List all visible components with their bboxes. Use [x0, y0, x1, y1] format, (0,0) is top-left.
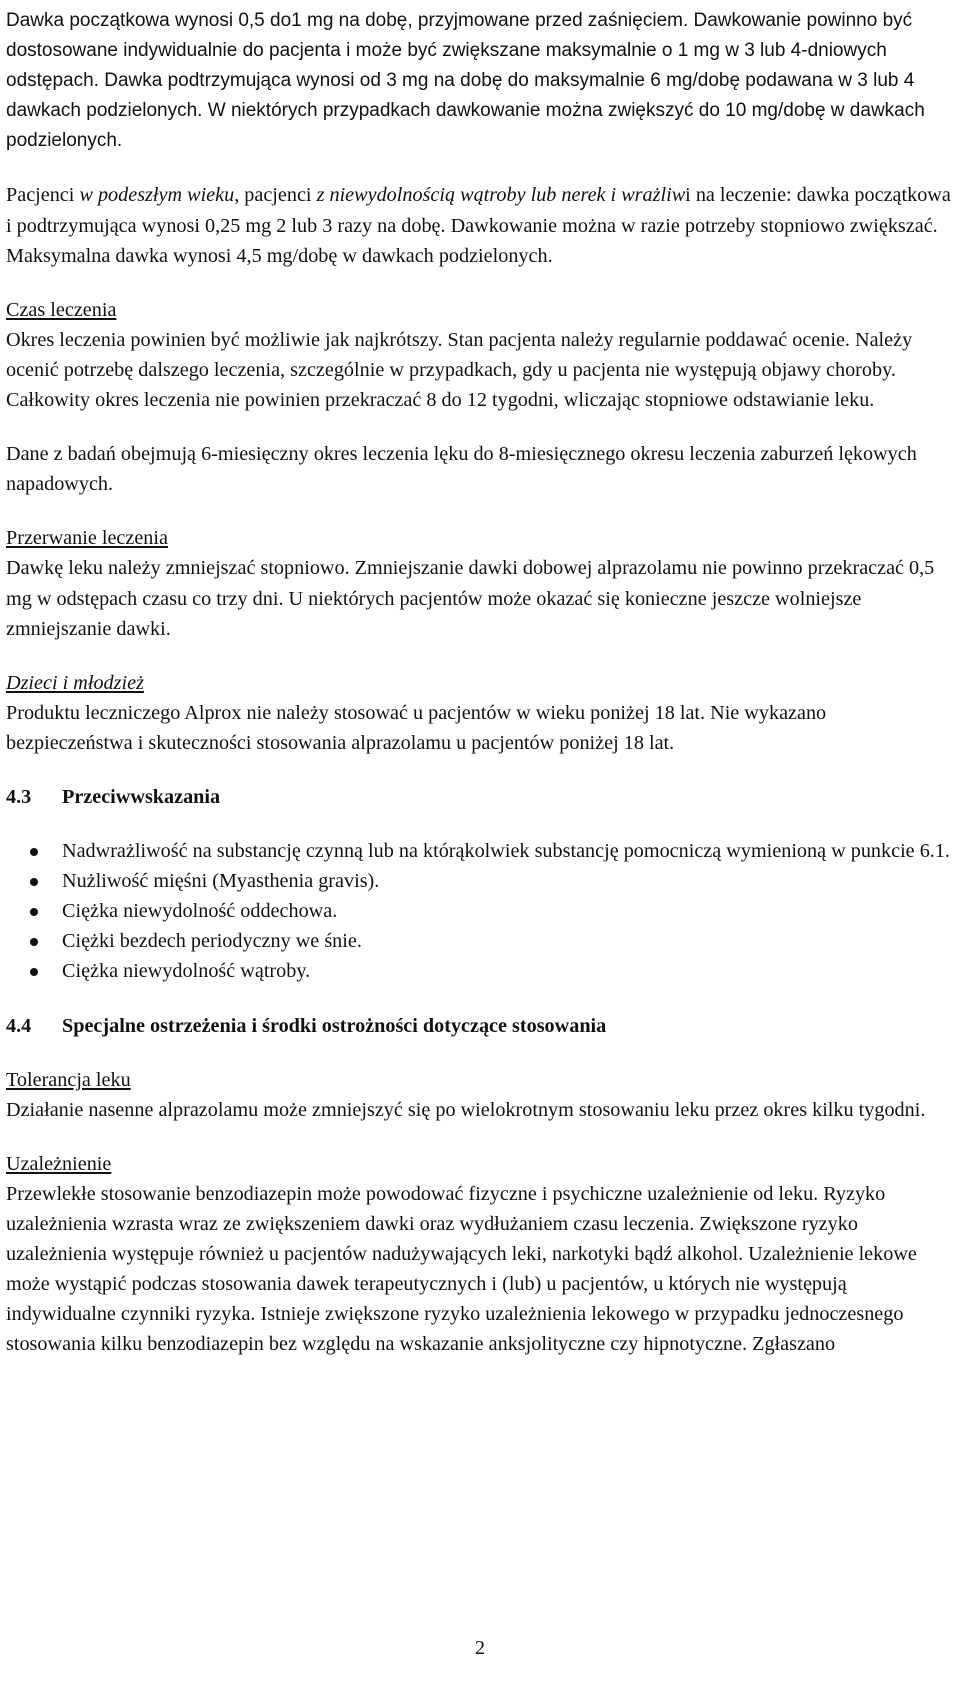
elderly-italic-1: w podeszłym wieku [79, 184, 235, 207]
section-4-3-number: 4.3 [6, 785, 32, 808]
list-item: Nadwrażliwość na substancję czynną lub na którąkolwiek substancję pomocniczą wymienioną w punkcie 6.1. [6, 836, 954, 866]
dependence-heading: Uzależnienie [6, 1152, 112, 1175]
tolerance-paragraph: Działanie nasenne alprazolamu może zmniejszyć się po wielokrotnym stosowaniu leku przez okres kilku tygodni. [6, 1098, 926, 1121]
duration-heading: Czas leczenia [6, 298, 117, 321]
section-4-3-heading [6, 782, 954, 812]
bullet-icon [30, 908, 38, 916]
elderly-text-1: Pacjenci [6, 184, 80, 207]
section-4-4-heading [6, 1011, 954, 1041]
tolerance-heading: Tolerancja leku [6, 1068, 131, 1091]
document-page [6, 6, 954, 1359]
children-paragraph: Produktu leczniczego Alprox nie należy stosować u pacjentów w wieku poniżej 18 lat. Nie wykazano bezpieczeństwa i skuteczności stosowania alprazolamu u pacjentów poniżej 18 lat. [6, 701, 827, 754]
section-4-3-title: Przeciwwskazania [62, 785, 221, 808]
discontinuation-heading: Przerwanie leczenia [6, 527, 168, 550]
section-4-4-title: Specjalne ostrzeżenia i środki ostrożności dotyczące stosowania [62, 1014, 607, 1037]
study-data-paragraph: Dane z badań obejmują 6-miesięczny okres leczenia lęku do 8-miesięcznego okresu leczenia zaburzeń lękowych napadowych. [6, 443, 917, 496]
bullet-icon [30, 848, 38, 856]
list-item: Nużliwość mięśni (Myasthenia gravis). [6, 866, 954, 896]
page-number: 2 [475, 1637, 485, 1659]
elderly-italic-2: z niewydolnością wątroby lub nerek i wrażliw [316, 184, 686, 207]
duration-paragraph: Okres leczenia powinien być możliwie jak najkrótszy. Stan pacjenta należy regularnie poddawać ocenie. Należy ocenić potrzebę dalszego leczenia, szczególnie w przypadkach, gdy u pacjenta nie występują objawy choroby. Całkowity okres leczenia nie powinien przekraczać 8 do 12 tygodni, wliczając stopniowe odstawianie leku. [6, 328, 913, 412]
bullet-icon [30, 968, 38, 976]
bullet-icon [30, 938, 38, 946]
elderly-text-3: i na leczenie: dawka początkowa i podtrzymująca wynosi 0,25 mg 2 lub 3 razy na dobę. Dawkowanie można w razie potrzeby stopniowo zwiększać. Maksymalna dawka wynosi 4,5 mg/dobę w dawkach podzielonych. [6, 184, 951, 267]
list-item: Ciężki bezdech periodyczny we śnie. [6, 926, 954, 956]
list-item: Ciężka niewydolność oddechowa. [6, 896, 954, 926]
section-4-4-number: 4.4 [6, 1014, 32, 1037]
elderly-text-2: , pacjenci [234, 184, 317, 207]
children-heading: Dzieci i młodzież [6, 671, 144, 694]
dependence-paragraph: Przewlekłe stosowanie benzodiazepin może powodować fizyczne i psychiczne uzależnienie od leku. Ryzyko uzależnienia wzrasta wraz ze zwiększeniem dawki oraz wydłużaniem czasu leczenia. Zwiększone ryzyko uzależnienia występuje również u pacjentów nadużywających leki, narkotyki bądź alkohol. Uzależnienie lekowe może wystąpić podczas stosowania dawek terapeutycznych i (lub) u pacjentów, u których nie występują indywidualne czynniki ryzyka. Istnieje zwiększone ryzyko uzależnienia lekowego w przypadku jednoczesnego stosowania kilku benzodiazepin bez względu na wskazanie anksjolityczne czy hipnotyczne. Zgłaszano [6, 1182, 917, 1356]
dosing-paragraph: Dawka początkowa wynosi 0,5 do1 mg na dobę, przyjmowane przed zaśnięciem. Dawkowanie powinno być dostosowane indywidualnie do pacjenta i może być zwiększane maksymalnie o 1 mg w 3 lub 4-dniowych odstępach. Dawka podtrzymująca wynosi od 3 mg na dobę do maksymalnie 6 mg/dobę podawana w 3 lub 4 dawkach podzielonych. W niektórych przypadkach dawkowanie można zwiększyć do 10 mg/dobę w dawkach podzielonych. [6, 10, 925, 152]
list-item: Ciężka niewydolność wątroby. [6, 956, 954, 986]
elderly-patients-paragraph [6, 180, 954, 270]
contraindications-list [6, 836, 954, 986]
bullet-icon [30, 878, 38, 886]
discontinuation-paragraph: Dawkę leku należy zmniejszać stopniowo. Zmniejszanie dawki dobowej alprazolamu nie powinno przekraczać 0,5 mg w odstępach czasu co trzy dni. U niektórych pacjentów może okazać się konieczne jeszcze wolniejsze zmniejszanie dawki. [6, 557, 935, 640]
